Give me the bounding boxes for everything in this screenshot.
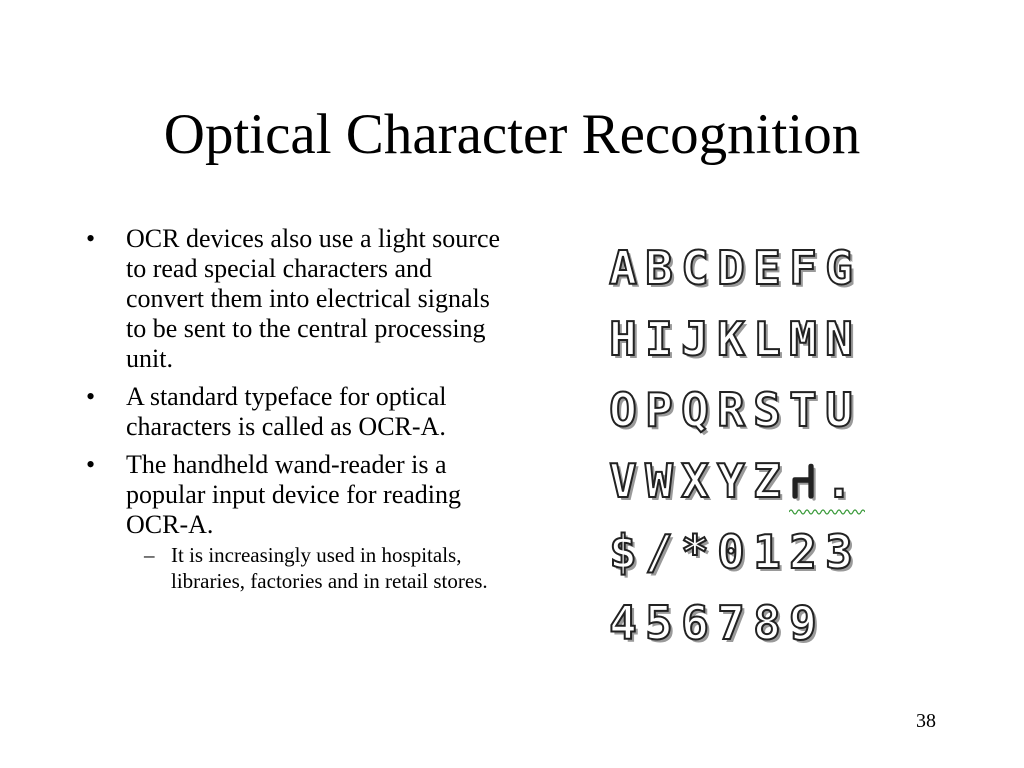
ocr-glyph <box>785 383 821 437</box>
ocr-glyph-char: ⑁ <box>789 454 817 508</box>
ocr-glyph <box>641 241 677 295</box>
ocr-glyph <box>605 383 641 437</box>
ocr-glyph-char: J <box>681 312 709 366</box>
ocr-glyph-char: V <box>609 454 637 508</box>
ocr-glyph <box>821 312 857 366</box>
ocr-glyph <box>677 454 713 508</box>
bullet-marker: • <box>86 450 96 479</box>
ocr-glyph <box>713 383 749 437</box>
ocr-glyph-char: N <box>825 312 853 366</box>
ocr-glyph-char: 4 <box>609 596 637 650</box>
sub-bullet-text: It is increasingly used in hospitals, libraries, factories and in retail stores. <box>171 543 488 593</box>
ocr-glyph <box>785 454 821 508</box>
ocr-glyph-char: $ <box>609 525 637 579</box>
ocr-glyph <box>677 312 713 366</box>
ocr-glyph-char: E <box>753 241 781 295</box>
ocr-glyph-char: H <box>609 312 637 366</box>
ocr-row <box>605 596 857 650</box>
ocr-glyph <box>605 241 641 295</box>
sub-bullet-list <box>126 542 502 594</box>
ocr-glyph <box>641 596 677 650</box>
ocr-glyph <box>785 312 821 366</box>
ocr-glyph-char: 5 <box>645 596 673 650</box>
ocr-glyph-char: X <box>681 454 709 508</box>
bullet-marker: • <box>86 224 96 253</box>
ocr-row <box>605 454 857 508</box>
ocr-glyph-char: U <box>825 383 853 437</box>
ocr-glyph <box>749 241 785 295</box>
ocr-glyph <box>677 525 713 579</box>
ocr-a-character-chart <box>605 241 857 670</box>
ocr-glyph-char: O <box>609 383 637 437</box>
ocr-glyph <box>821 383 857 437</box>
ocr-glyph <box>785 525 821 579</box>
ocr-glyph-char: Z <box>753 454 781 508</box>
ocr-glyph-char: 8 <box>753 596 781 650</box>
ocr-glyph-char: . <box>825 454 853 508</box>
ocr-glyph-char: S <box>753 383 781 437</box>
ocr-glyph <box>749 525 785 579</box>
ocr-glyph <box>713 312 749 366</box>
ocr-glyph-char: Y <box>717 454 745 508</box>
sub-bullet-item <box>126 542 502 594</box>
ocr-glyph-char: G <box>825 241 853 295</box>
ocr-glyph-char: R <box>717 383 745 437</box>
sub-bullet-marker: – <box>144 543 155 567</box>
ocr-glyph <box>641 525 677 579</box>
ocr-glyph <box>785 596 821 650</box>
slide-title: Optical Character Recognition <box>163 103 861 166</box>
ocr-glyph <box>713 596 749 650</box>
ocr-glyph <box>677 383 713 437</box>
ocr-row <box>605 241 857 295</box>
spellcheck-squiggle <box>789 508 865 516</box>
ocr-glyph <box>713 454 749 508</box>
page-number: 38 <box>916 710 936 732</box>
ocr-glyph-char: 7 <box>717 596 745 650</box>
ocr-glyph-char: T <box>789 383 817 437</box>
ocr-glyph-char: K <box>717 312 745 366</box>
ocr-glyph-char: I <box>645 312 673 366</box>
ocr-glyph-char: / <box>645 525 673 579</box>
ocr-glyph <box>821 525 857 579</box>
ocr-glyph <box>749 596 785 650</box>
ocr-glyph-char: 2 <box>789 525 817 579</box>
ocr-glyph <box>785 241 821 295</box>
ocr-glyph <box>605 312 641 366</box>
ocr-glyph <box>605 525 641 579</box>
bullet-item <box>82 224 502 374</box>
ocr-glyph-char: M <box>789 312 817 366</box>
ocr-glyph <box>749 312 785 366</box>
ocr-glyph <box>749 383 785 437</box>
ocr-glyph-char: 6 <box>681 596 709 650</box>
ocr-glyph-char: L <box>753 312 781 366</box>
ocr-glyph <box>605 454 641 508</box>
bullet-list <box>82 224 502 602</box>
ocr-glyph-char: B <box>645 241 673 295</box>
ocr-glyph <box>677 241 713 295</box>
bullet-marker: • <box>86 382 96 411</box>
ocr-glyph <box>713 241 749 295</box>
ocr-glyph-char: A <box>609 241 637 295</box>
ocr-row <box>605 312 857 366</box>
ocr-glyph <box>677 596 713 650</box>
ocr-glyph <box>641 454 677 508</box>
ocr-glyph-char: 9 <box>789 596 817 650</box>
ocr-glyph <box>749 454 785 508</box>
ocr-glyph <box>821 241 857 295</box>
ocr-glyph-char: D <box>717 241 745 295</box>
bullet-item <box>82 382 502 442</box>
bullet-item <box>82 450 502 594</box>
ocr-glyph-char: W <box>645 454 673 508</box>
ocr-row <box>605 383 857 437</box>
ocr-glyph-char: F <box>789 241 817 295</box>
bullet-text: OCR devices also use a light source to read special characters and convert them into electrical signals to be sent to the central processing unit. <box>126 224 501 373</box>
ocr-glyph-char: * <box>681 525 709 579</box>
ocr-row <box>605 525 857 579</box>
bullet-text: The handheld wand-reader is a popular input device for reading OCR-A. <box>126 450 461 539</box>
ocr-glyph <box>605 596 641 650</box>
ocr-glyph-char: 0 <box>717 525 745 579</box>
ocr-glyph-char: C <box>681 241 709 295</box>
ocr-glyph-char: 3 <box>825 525 853 579</box>
ocr-glyph-char: Q <box>681 383 709 437</box>
ocr-glyph <box>641 312 677 366</box>
ocr-glyph-char: 1 <box>753 525 781 579</box>
bullet-text: A standard typeface for optical characters is called as OCR-A. <box>126 382 447 441</box>
ocr-glyph <box>641 383 677 437</box>
ocr-glyph-char: P <box>645 383 673 437</box>
ocr-glyph <box>821 454 857 508</box>
ocr-glyph <box>713 525 749 579</box>
